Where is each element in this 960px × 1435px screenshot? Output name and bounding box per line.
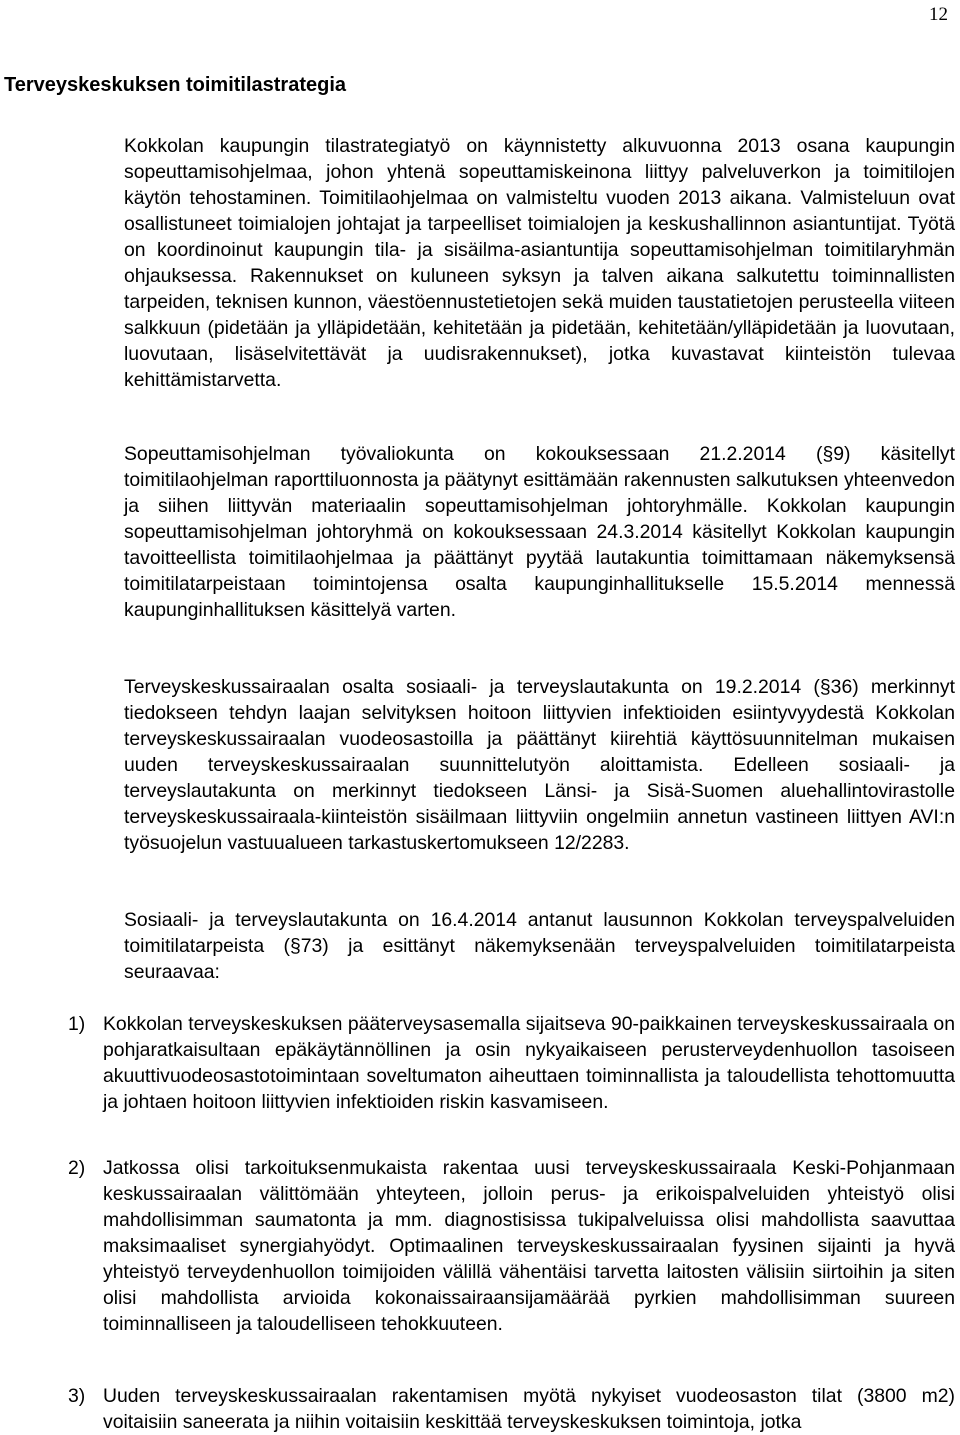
list-item-text: Kokkolan terveyskeskuksen pääterveysasemalla sijaitseva 90-paikkainen terveyskeskussairaala on pohjaratkaisultaan epäkäytännöllinen ja osin nykyaikaiseen perusterveydenhuollon tasoiseen akuuttivuodeosastotoimintaan soveltumaton aiheuttaen toiminnallista ja taloudellista tehottomuutta ja johtaen hoitoon liittyvien infektioiden riskin kasvamiseen. xyxy=(103,1013,955,1113)
list-item xyxy=(0,1383,955,1435)
list-item-text: Jatkossa olisi tarkoituksenmukaista rakentaa uusi terveyskeskussairaala Keski-Pohjanmaan keskussairaalan välittömään yhteyteen, jolloin perus- ja erikoispalveluiden yhteistyö olisi mahdollisimman saumatonta ja mm. diagnostisissa tukipalveluissa olisi mahdollista saavuttaa maksimaaliset synergiahyödyt. Optimaalinen terveyskeskussairaalan fyysinen sijainti ja hyvä yhteistyö terveydenhuollon toimijoiden välillä vähentäisi tarvetta laitosten välisiin siirtoihin ja siten olisi mahdollista arvioida kokonaissairaansijamäärää pyrkien mahdollisimman suureen toiminnalliseen ja taloudelliseen tehokkuuteen. xyxy=(103,1157,955,1335)
list-item xyxy=(0,1011,955,1115)
page-number: 12 xyxy=(929,4,948,25)
section-title: Terveyskeskuksen toimitilastrategia xyxy=(4,74,347,96)
list-item-text: Uuden terveyskeskussairaalan rakentamisen myötä nykyiset vuodeosaston tilat (3800 m2) voitaisiin saneerata ja niihin voitaisiin keskittää terveyskeskuksen toimintoja, jotka xyxy=(103,1385,955,1433)
paragraph-hospital: Terveyskeskussairaalan osalta sosiaali- ja terveyslautakunta on 19.2.2014 (§36) merkinnyt tiedokseen tehdyn laajan selvityksen hoitoon liittyvien infektioiden esiintyvyydestä Kokkolan terveyskeskussairaalan vuodeosastoilla ja päättänyt kiirehtiä käyttösuunnitelman mukaisen uuden terveyskeskussairaalan suunnittelutyön aloittamista. Edelleen sosiaali- ja terveyslautakunta on merkinnyt tiedokseen Länsi- ja Sisä-Suomen aluehallintovirastolle terveyskeskussairaala-kiinteistön sisäilmaan liittyviin ongelmiin annetun vastineen liittyen AVI:n työsuojelun vastuualueen tarkastuskertomukseen 12/2283. xyxy=(124,676,955,854)
list-item-number: 3) xyxy=(68,1385,86,1407)
list-item xyxy=(0,1155,955,1337)
paragraph-working-committee: Sopeuttamisohjelman työvaliokunta on kokouksessaan 21.2.2014 (§9) käsitellyt toimitilaohjelman raporttiluonnosta ja päätynyt esittämään rakennusten salkutuksen yhteenvedon ja siihen liittyvän materiaalin sopeuttamisohjelman johtoryhmälle. Kokkolan kaupungin sopeuttamisohjelman johtoryhmä on kokouksessaan 24.3.2014 käsitellyt Kokkolan kaupungin tavoitteellista toimitilaohjelmaa ja päättänyt pyytää lautakuntia toimittamaan näkemyksensä toimitilatarpeistaan toimintojensa osalta kaupunginhallitukselle 15.5.2014 mennessä kaupunginhallituksen käsittelyä varten. xyxy=(124,443,955,621)
paragraph-strategy: Kokkolan kaupungin tilastrategiatyö on käynnistetty alkuvuonna 2013 osana kaupungin sopeuttamisohjelmaa, johon yhtenä sopeuttamiskeinona liittyy palveluverkon ja toimitilojen käytön tehostaminen. Toimitilaohjelmaa on valmisteltu vuoden 2013 aikana. Valmisteluun ovat osallistuneet toimialojen johtajat ja tarpeelliset toimialojen ja keskushallinnon asiantuntijat. Työtä on koordinoinut kaupungin tila- ja sisäilma-asiantuntija sopeuttamisohjelman toimitilaryhmän ohjauksessa. Rakennukset on kuluneen syksyn ja talven aikana salkutettu toiminnallisten tarpeiden, teknisen kunnon, väestöennustetietojen sekä muiden taustatietojen perusteella viiteen salkkuun (pidetään ja ylläpidetään, kehitetään ja pidetään, kehitetään/ylläpidetään ja luovutaan, luovutaan, lisäselvitettävät ja uudisrakennukset), jotka kuvastavat kiinteistön tulevaa kehittämistarvetta. xyxy=(124,135,955,391)
needs-list-continued xyxy=(0,1155,955,1337)
list-item-number: 2) xyxy=(68,1157,86,1179)
needs-list-final xyxy=(0,1383,955,1435)
paragraph-statement: Sosiaali- ja terveyslautakunta on 16.4.2014 antanut lausunnon Kokkolan terveyspalveluiden toimitilatarpeista (§73) ja esittänyt näkemyksenään terveyspalveluiden toimitilatarpeista seuraavaa: xyxy=(124,909,955,983)
list-item-number: 1) xyxy=(68,1013,86,1035)
needs-list xyxy=(0,1011,955,1115)
